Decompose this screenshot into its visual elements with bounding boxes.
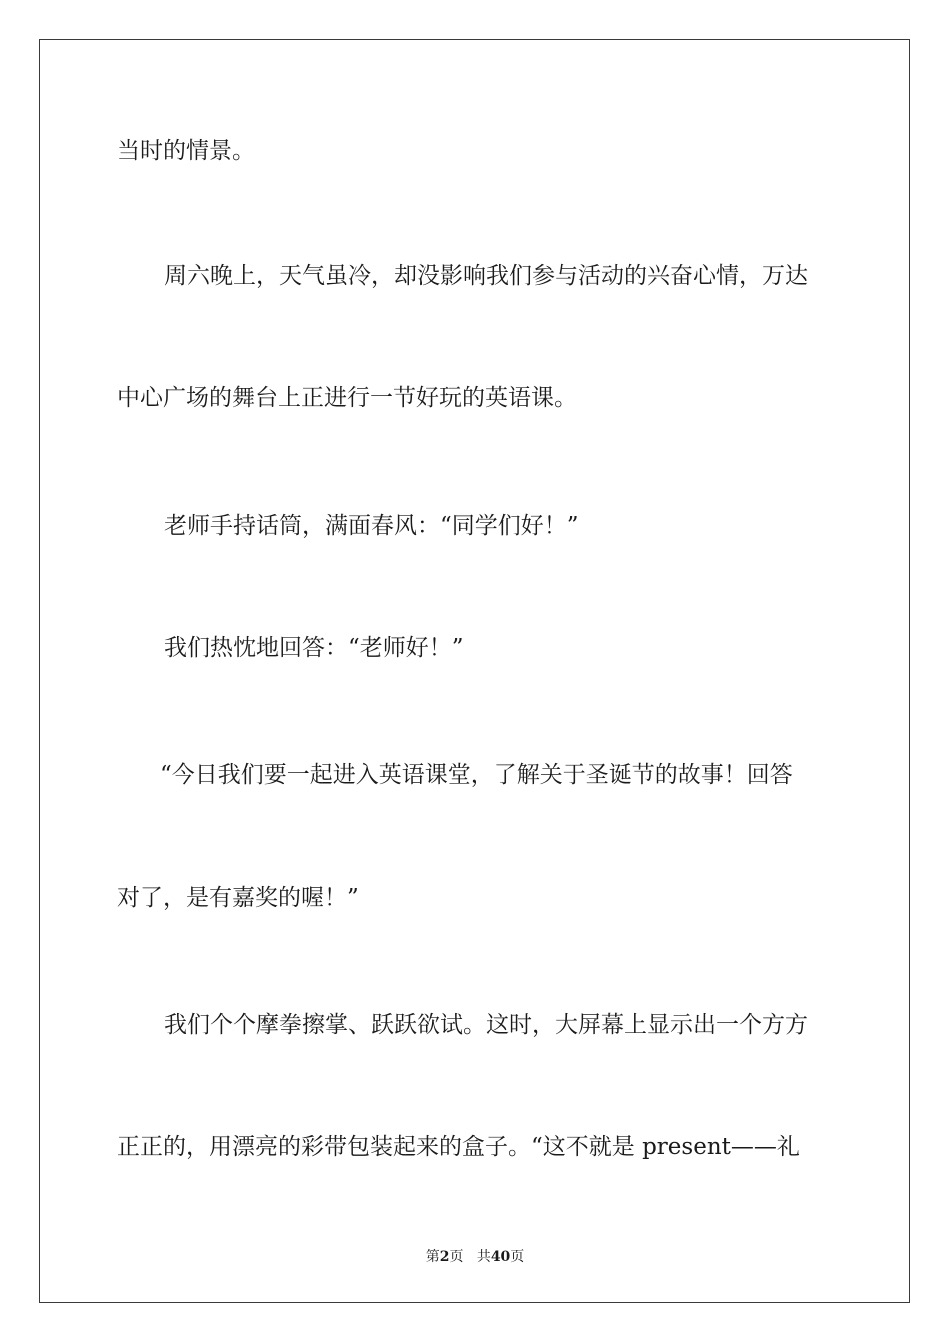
footer-page-number: 2 bbox=[439, 1249, 450, 1265]
paragraph-4-line-1: “今日我们要一起进入英语课堂，了解关于圣诞节的故事！回答 bbox=[160, 762, 793, 788]
page-frame bbox=[39, 39, 910, 1303]
footer-total-suffix: 页 bbox=[510, 1249, 525, 1265]
paragraph-1-line-2: 中心广场的舞台上正进行一节好玩的英语课。 bbox=[117, 385, 577, 411]
footer-page-suffix: 页 bbox=[449, 1249, 464, 1265]
paragraph-3: 我们热忱地回答：“老师好！” bbox=[164, 635, 464, 661]
paragraph-5-line-1: 我们个个摩拳擦掌、跃跃欲试。这时，大屏幕上显示出一个方方 bbox=[164, 1012, 808, 1038]
page-footer bbox=[0, 1246, 950, 1266]
footer-prefix: 第 bbox=[425, 1249, 440, 1265]
paragraph-2: 老师手持话筒，满面春风：“同学们好！” bbox=[164, 513, 579, 539]
paragraph-1-line-1: 周六晚上，天气虽冷，却没影响我们参与活动的兴奋心情，万达 bbox=[164, 263, 808, 289]
footer-total-prefix: 共 bbox=[476, 1249, 491, 1265]
paragraph-4-line-2: 对了，是有嘉奖的喔！” bbox=[117, 885, 359, 911]
text-line-1: 当时的情景。 bbox=[117, 138, 255, 164]
footer-total-pages: 40 bbox=[490, 1249, 511, 1265]
paragraph-5-line-2: 正正的，用漂亮的彩带包装起来的盒子。“这不就是 present——礼 bbox=[117, 1134, 800, 1160]
